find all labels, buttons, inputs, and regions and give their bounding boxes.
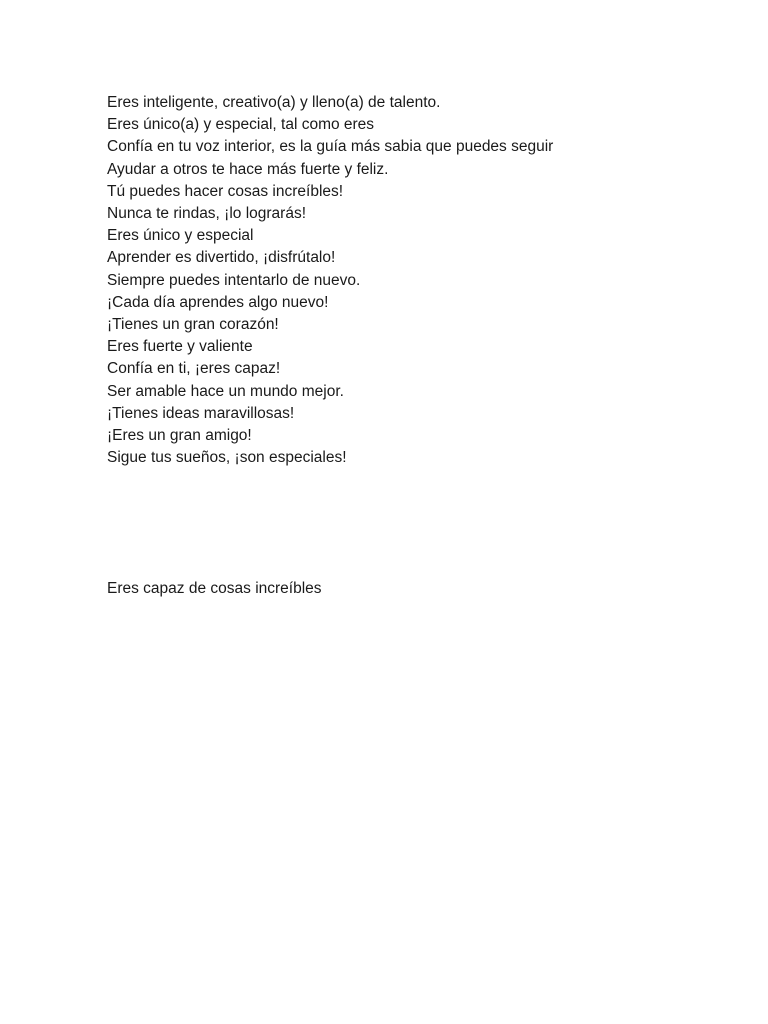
affirmation-line: Confía en ti, ¡eres capaz! [107,360,281,378]
affirmation-line: ¡Tienes ideas maravillosas! [107,404,295,422]
affirmations-list [107,92,727,469]
affirmation-line: ¡Cada día aprendes algo nuevo! [107,293,329,311]
affirmation-line: ¡Eres un gran amigo! [107,427,252,445]
affirmation-line: Nunca te rindas, ¡lo lograrás! [107,205,307,223]
affirmation-line: Tú puedes hacer cosas increíbles! [107,182,344,200]
affirmation-line: Siempre puedes intentarlo de nuevo. [107,271,361,289]
affirmation-line: Eres único y especial [107,227,254,245]
affirmation-line: Ayudar a otros te hace más fuerte y feliz. [107,160,389,178]
affirmation-line: Aprender es divertido, ¡disfrútalo! [107,249,336,267]
affirmation-line: Confía en tu voz interior, es la guía más sabia que puedes seguir [107,138,554,156]
affirmation-line: Eres fuerte y valiente [107,338,253,356]
closing-section [107,578,727,600]
affirmation-line: Sigue tus sueños, ¡son especiales! [107,449,347,467]
affirmation-line: ¡Tienes un gran corazón! [107,316,279,334]
affirmation-line: Eres único(a) y especial, tal como eres [107,116,375,134]
closing-line: Eres capaz de cosas increíbles [107,580,322,597]
affirmation-line: Eres inteligente, creativo(a) y lleno(a) de talento. [107,94,441,111]
affirmation-line: Ser amable hace un mundo mejor. [107,382,344,400]
